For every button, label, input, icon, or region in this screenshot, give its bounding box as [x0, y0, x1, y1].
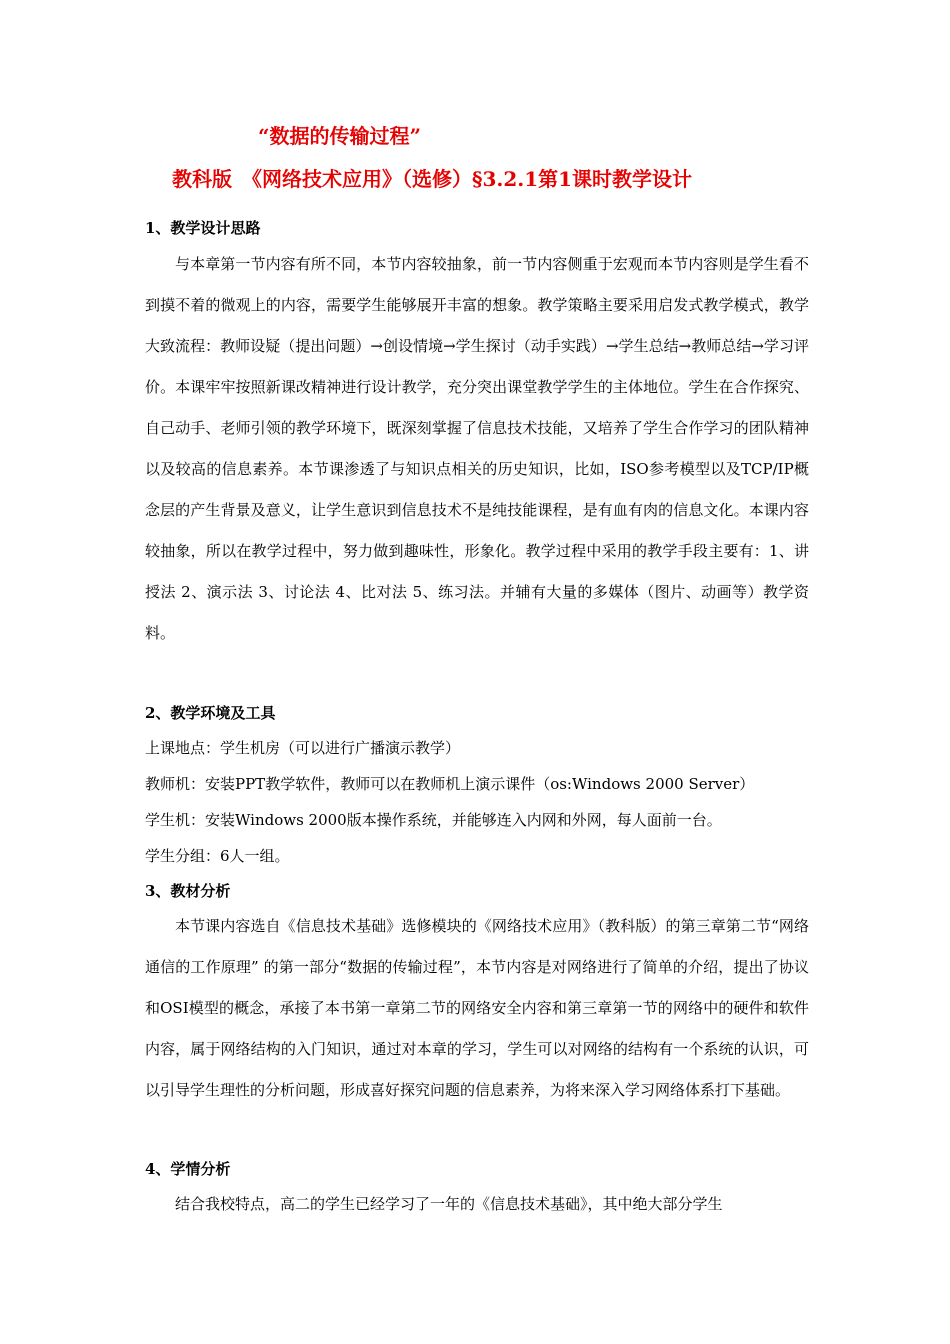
- section-heading-design-ideas: 1、教学设计思路: [145, 219, 261, 237]
- document-subtitle: 教科版 《网络技术应用》（选修）§3.2.1第1课时教学设计: [172, 167, 693, 191]
- section-paragraph-textbook-analysis: 本节课内容选自《信息技术基础》选修模块的《网络技术应用》（教科版）的第三章第二节“网络通信的工作原理” 的第一部分“数据的传输过程”，本节内容是对网络进行了简单的介绍，提出了协议和OSI模型的概念，承接了本书第一章第二节的网络安全内容和第三章第一节的网络中的硬件和软件内容，属于网络结构的入门知识，通过对本章的学习，学生可以对网络的结构有一个系统的认识，可以引导学生理性的分析问题，形成喜好探究问题的信息素养，为将来深入学习网络体系打下基础。: [145, 917, 809, 1099]
- section-paragraph-design-ideas: 与本章第一节内容有所不同，本节内容较抽象，前一节内容侧重于宏观而本节内容则是学生看不到摸不着的微观上的内容，需要学生能够展开丰富的想象。教学策略主要采用启发式教学模式，教学大致流程：教师设疑（提出问题）→创设情境→学生探讨（动手实践）→学生总结→教师总结→学习评价。本课牢牢按照新课改精神进行设计教学，充分突出课堂教学学生的主体地位。学生在合作探究、自己动手、老师引领的教学环境下，既深刻掌握了信息技术技能，又培养了学生合作学习的团队精神以及较高的信息素养。本节课渗透了与知识点相关的历史知识，比如，ISO参考模型以及TCP/IP概念层的产生背景及意义，让学生意识到信息技术不是纯技能课程，是有血有肉的信息文化。本课内容较抽象，所以在教学过程中，努力做到趣味性，形象化。教学过程中采用的教学手段主要有：1、讲授法 2、演示法 3、讨论法 4、比对法 5、练习法。并辅有大量的多媒体（图片、动画等）教学资料。: [145, 255, 809, 642]
- environment-teacher-pc-line: 教师机：安装PPT教学软件，教师可以在教师机上演示课件（os:Windows 2000 Server）: [145, 775, 755, 793]
- environment-location-line: 上课地点：学生机房（可以进行广播演示教学）: [145, 739, 461, 757]
- environment-grouping-line: 学生分组：6人一组。: [145, 847, 290, 865]
- document-title: “数据的传输过程”: [258, 124, 422, 148]
- section-paragraph-learner-analysis: 结合我校特点，高二的学生已经学习了一年的《信息技术基础》，其中绝大部分学生: [175, 1195, 723, 1213]
- section-heading-environment: 2、教学环境及工具: [145, 704, 276, 722]
- environment-student-pc-line: 学生机：安装Windows 2000版本操作系统，并能够连入内网和外网，每人面前一台。: [145, 811, 722, 829]
- section-heading-textbook-analysis: 3、教材分析: [145, 882, 231, 900]
- section-heading-learner-analysis: 4、学情分析: [145, 1160, 231, 1178]
